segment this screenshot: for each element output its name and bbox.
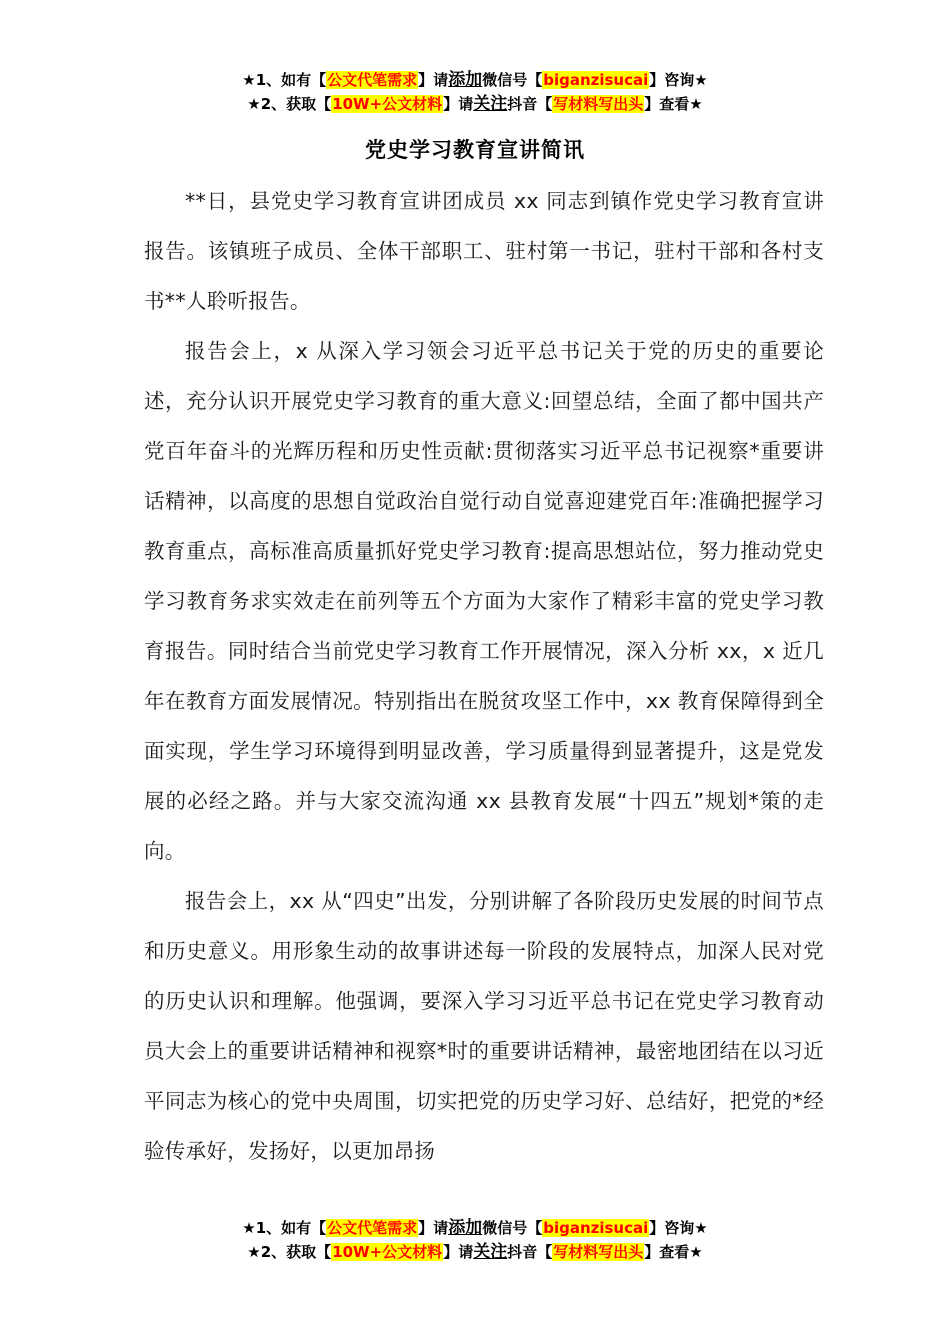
banner-highlight: 10W+公文材料 xyxy=(332,95,443,113)
banner-text: ★1、如有【 xyxy=(242,1219,327,1237)
banner-emphasis: 添加 xyxy=(448,1218,483,1238)
document-title: 党史学习教育宣讲简讯 xyxy=(365,138,585,162)
banner-line-1 xyxy=(0,68,950,92)
paragraph: 报告会上，x 从深入学习领会习近平总书记关于党的历史的重要论述，充分认识开展党史学习教育的重大意义:回望总结，全面了都中国共产党百年奋斗的光辉历程和历史性贡献:贯彻落实习近平总书记视察*重要讲话精神，以高度的思想自觉政治自觉行动自觉喜迎建党百年:准确把握学习教育重点，高标准高质量抓好党史学习教育:提高思想站位，努力推动党史学习教育务求实效走在前列等五个方面为大家作了精彩丰富的党史学习教育报告。同时结合当前党史学习教育工作开展情况，深入分析 xx，x 近几年在教育方面发展情况。特别指出在脱贫攻坚工作中，xx 教育保障得到全面实现，学生学习环境得到明显改善，学习质量得到显著提升，这是党发展的必经之路。并与大家交流沟通 xx 县教育发展“十四五”规划*策的走向。 xyxy=(144,339,824,863)
banner-emphasis: 关注 xyxy=(473,94,508,114)
banner-highlight: biganzisucai xyxy=(543,1219,649,1237)
footer-banner xyxy=(0,1216,950,1264)
paragraph: 报告会上，xx 从“四史”出发，分别讲解了各阶段历史发展的时间节点和历史意义。用形象生动的故事讲述每一阶段的发展特点，加深人民对党的历史认识和理解。他强调，要深入学习习近平总书记在党史学习教育动员大会上的重要讲话精神和视察*时的重要讲话精神，最密地团结在以习近平同志为核心的党中央周围，切实把党的历史学习好、总结好，把党的*经验传承好，发扬好，以更加昂扬 xyxy=(144,889,824,1163)
banner-text: 】咨询★ xyxy=(649,71,708,89)
banner-text: ★2、获取【 xyxy=(247,1243,332,1261)
banner-text: ★2、获取【 xyxy=(247,95,332,113)
banner-text: 抖音【 xyxy=(507,1243,553,1261)
banner-emphasis: 添加 xyxy=(448,70,483,90)
banner-highlight: 写材料写出头 xyxy=(553,95,644,113)
banner-highlight: 写材料写出头 xyxy=(553,1243,644,1261)
banner-text: 微信号【 xyxy=(482,71,543,89)
banner-text: 微信号【 xyxy=(482,1219,543,1237)
banner-text: 】查看★ xyxy=(644,95,703,113)
banner-text: ★1、如有【 xyxy=(242,71,327,89)
banner-highlight: biganzisucai xyxy=(543,71,649,89)
banner-highlight: 公文代笔需求 xyxy=(327,1219,418,1237)
banner-text: 抖音【 xyxy=(507,95,553,113)
banner-text: 】请 xyxy=(418,1219,449,1237)
banner-line-2 xyxy=(0,92,950,116)
banner-text: 】请 xyxy=(443,1243,474,1261)
banner-text: 】查看★ xyxy=(644,1243,703,1261)
banner-text: 】请 xyxy=(443,95,474,113)
banner-highlight: 公文代笔需求 xyxy=(327,71,418,89)
banner-emphasis: 关注 xyxy=(473,1242,508,1262)
banner-line-2 xyxy=(0,1240,950,1264)
header-banner xyxy=(0,68,950,116)
banner-text: 】请 xyxy=(418,71,449,89)
banner-line-1 xyxy=(0,1216,950,1240)
document-body xyxy=(144,176,824,1176)
banner-highlight: 10W+公文材料 xyxy=(332,1243,443,1261)
banner-text: 】咨询★ xyxy=(649,1219,708,1237)
paragraph: **日，县党史学习教育宣讲团成员 xx 同志到镇作党史学习教育宣讲报告。该镇班子成员、全体干部职工、驻村第一书记，驻村干部和各村支书**人聆听报告。 xyxy=(144,189,824,313)
